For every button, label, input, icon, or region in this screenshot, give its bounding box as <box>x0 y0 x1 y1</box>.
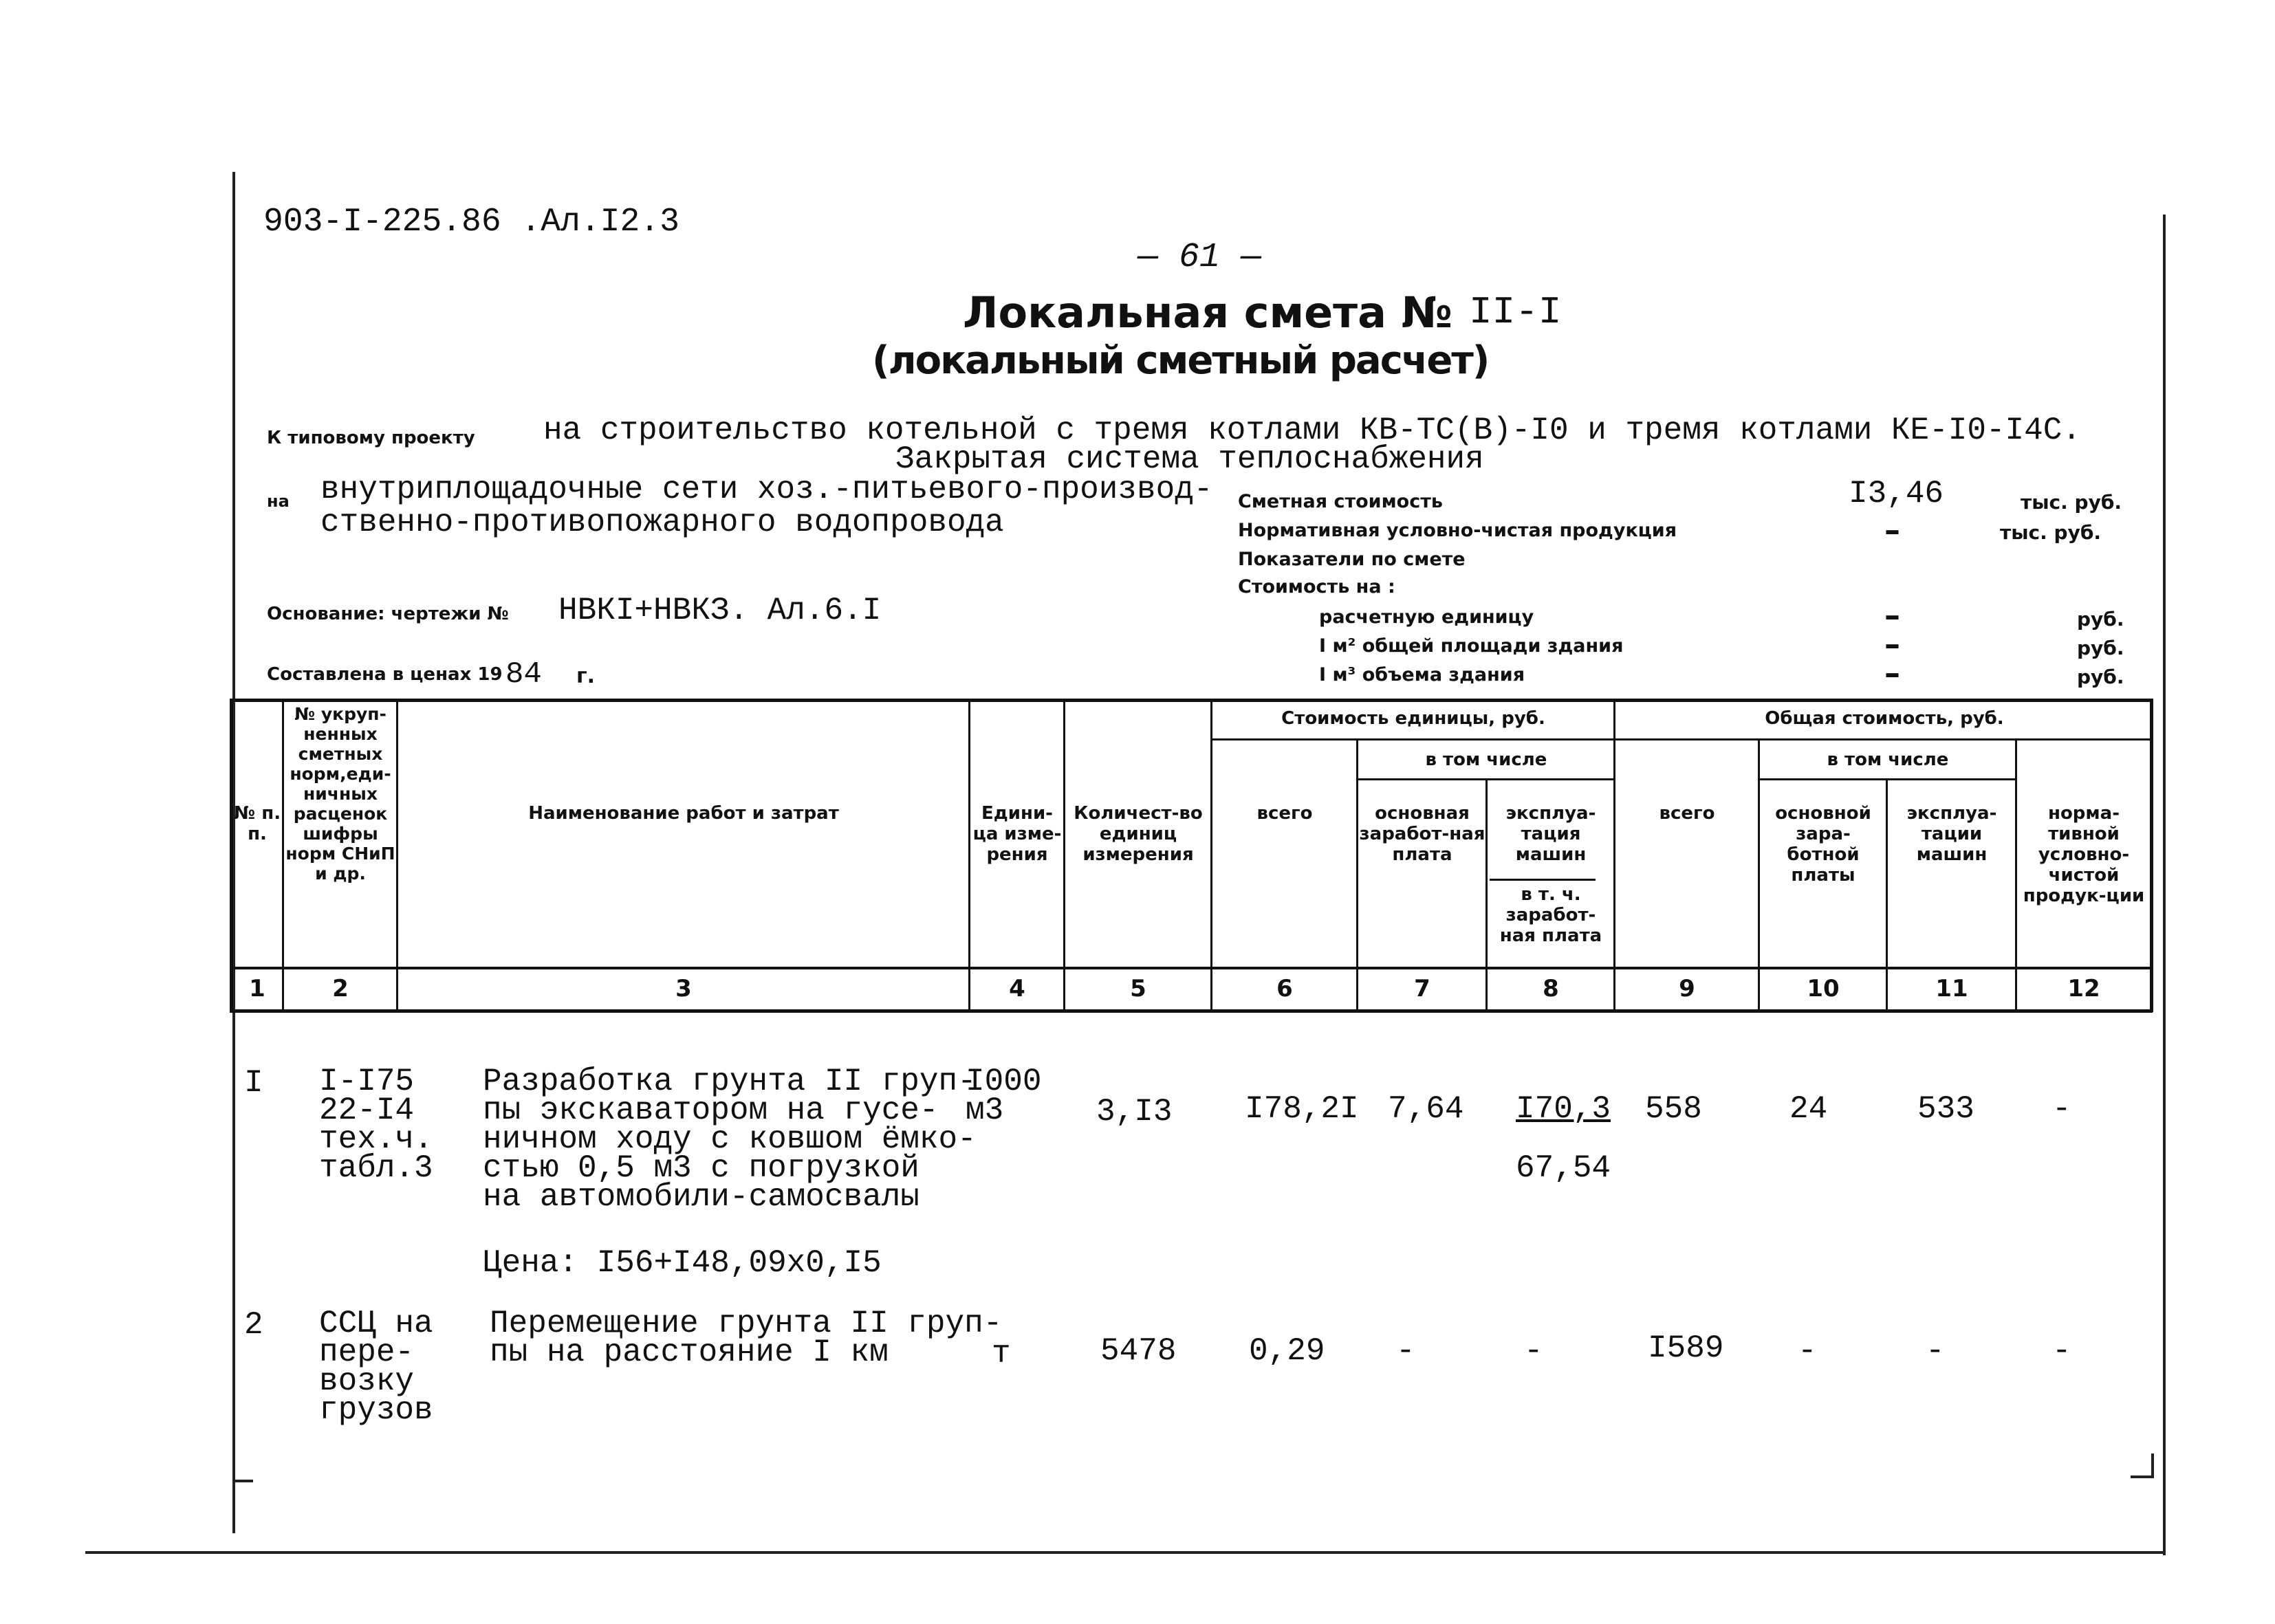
header-col11: эксплуа-тации машин <box>1906 803 1997 865</box>
column-number: 8 <box>1543 975 1559 1002</box>
estimated-cost-value: I3,46 <box>1849 476 1944 512</box>
table-vline <box>1758 740 1760 1012</box>
column-number: 9 <box>1679 975 1695 1002</box>
per-unit-label: расчетную единицу <box>1319 606 1534 628</box>
row-price-note: Цена: I56+I48,09x0,I5 <box>483 1245 882 1281</box>
work-object-description: внутриплощадочные сети хоз.-питьевого-производ-ственно-противопожарного водопровода <box>320 472 1213 540</box>
header-col8-bottom: в т. ч. заработ-ная плата <box>1499 884 1602 946</box>
estimated-cost-unit: тыс. руб. <box>2021 491 2122 514</box>
document-code: 903-I-225.86 .Ал.I2.3 <box>263 204 679 241</box>
table-vline <box>1613 699 1615 1012</box>
header-col12: норма-тивной условно-чистой продук-ции <box>2023 803 2145 906</box>
corner-mark-right-h <box>2131 1475 2154 1478</box>
per-area-value: – <box>1884 626 1900 663</box>
row-total: I589 <box>1648 1330 1724 1366</box>
page-title: Локальная смета № <box>963 287 1453 338</box>
row-norm-code: I-I75 22-I4 тех.ч. табл.3 <box>319 1064 433 1186</box>
col8-underline <box>1490 879 1596 881</box>
price-year-suffix: г. <box>576 664 596 688</box>
column-number: 5 <box>1130 975 1146 1002</box>
table-vline <box>230 699 233 1012</box>
header-col9: всего <box>1659 803 1715 824</box>
column-number: 10 <box>1807 975 1840 1002</box>
header-col4: Едини-ца изме-рения <box>972 803 1062 865</box>
table-vline <box>396 699 398 1012</box>
row-total-wage: - <box>1798 1333 1817 1369</box>
corner-mark-left <box>232 1458 235 1482</box>
row-unit-machine: I70,3 <box>1516 1091 1611 1127</box>
table-vline <box>1356 740 1358 1012</box>
table-vline <box>968 699 970 1012</box>
header-col3: Наименование работ и затрат <box>528 803 839 824</box>
page-subtitle: (локальный сметный расчет) <box>872 338 1489 383</box>
header-total-cost-group: Общая стоимость, руб. <box>1765 708 2004 729</box>
row-number: 2 <box>244 1307 263 1343</box>
header-col2: № укруп-ненных сметных норм,еди-ничных расценок шифры норм СНиП и др. <box>285 704 395 884</box>
row-quantity: 5478 <box>1100 1333 1177 1369</box>
row-total-normative: - <box>2052 1091 2071 1127</box>
column-number: 11 <box>1935 975 1968 1002</box>
row-total-machine: 533 <box>1917 1091 1974 1127</box>
row-total-normative: - <box>2052 1333 2071 1369</box>
normative-product-unit: тыс. руб. <box>2000 521 2102 544</box>
table-vline <box>1210 699 1212 1012</box>
header-col5: Количест-во единиц измерения <box>1074 803 1203 865</box>
row-unit: т <box>992 1336 1011 1372</box>
per-area-unit: руб. <box>2077 637 2124 659</box>
frame-right-border <box>2163 215 2166 1555</box>
per-unit-unit: руб. <box>2077 608 2124 630</box>
compiled-label: Составлена в ценах 19 <box>267 664 503 685</box>
row-total-machine: - <box>1926 1333 1945 1369</box>
row-work-name: Разработка грунта II груп- пы экскаватором на гусе- ничном ходу с ковшом ёмко- стью 0,5 м3 с погрузкой на автомобили-самосвалы <box>483 1064 977 1215</box>
table-vline <box>1485 780 1488 1012</box>
row-unit-wage: 7,64 <box>1388 1091 1464 1127</box>
column-number: 7 <box>1414 975 1430 1002</box>
to-project-label: К типовому проекту <box>267 428 475 448</box>
for-label: на <box>267 492 290 511</box>
project-description: на строительство котельной с тремя котлами КВ-ТС(В)-I0 и тремя котлами КЕ-I0-I4С. <box>543 413 2081 448</box>
table-group-divider <box>1210 738 2153 740</box>
row-number: I <box>244 1065 263 1101</box>
frame-bottom-border <box>85 1551 2166 1554</box>
basis-drawings: НВКI+НВКЗ. Ал.6.I <box>558 593 882 628</box>
table-vline <box>2150 699 2153 1012</box>
row-unit-total: 0,29 <box>1249 1333 1325 1369</box>
header-col1: № п. п. <box>233 803 281 844</box>
row-norm-code: ССЦ на пере- возку грузов <box>319 1306 433 1428</box>
price-year: 84 <box>505 657 542 692</box>
estimated-cost-label: Сметная стоимость <box>1238 491 1443 512</box>
column-number: 6 <box>1276 975 1293 1002</box>
row-total: 558 <box>1645 1091 1702 1127</box>
estimate-number: II-I <box>1469 290 1562 334</box>
header-unit-cost-group: Стоимость единицы, руб. <box>1281 708 1545 729</box>
normative-product-label: Нормативная условно-чистая продукция <box>1238 520 1677 541</box>
header-col10: основной зара-ботной платы <box>1775 803 1871 886</box>
project-description-line2: Закрытая система теплоснабжения <box>895 441 1484 477</box>
page-number: — 61 — <box>1138 238 1262 277</box>
per-area-label: I м² общей площади здания <box>1319 635 1624 657</box>
row-unit-wage: - <box>1396 1333 1415 1369</box>
table-vline <box>1886 780 1888 1012</box>
row-unit: I000 м3 <box>966 1064 1042 1128</box>
table-vline <box>2015 740 2017 1012</box>
table-border-top <box>230 699 2153 702</box>
per-volume-unit: руб. <box>2077 666 2124 688</box>
per-unit-value: – <box>1884 597 1900 634</box>
table-vline <box>282 699 284 1012</box>
header-col8-top: эксплуа-тация машин <box>1505 803 1596 865</box>
table-header-bottom <box>230 967 2153 969</box>
indicators-label: Показатели по смете <box>1238 549 1466 570</box>
normative-product-value: – <box>1884 512 1900 549</box>
row-quantity: 3,I3 <box>1096 1094 1173 1130</box>
header-col7: основная заработ-ная плата <box>1359 803 1485 865</box>
column-number: 2 <box>332 975 349 1002</box>
table-vline <box>1063 699 1065 1012</box>
column-number: 3 <box>675 975 692 1002</box>
row-total-wage: 24 <box>1789 1091 1828 1127</box>
cost-per-label: Стоимость на : <box>1238 576 1395 597</box>
column-number: 1 <box>249 975 265 1002</box>
header-col6: всего <box>1256 803 1313 824</box>
row-unit-total: I78,2I <box>1245 1091 1359 1127</box>
row-unit-machine-wage: 67,54 <box>1516 1150 1611 1186</box>
row-work-name: Перемещение грунта II груп- пы на расстояние I км <box>490 1306 1003 1370</box>
basis-label: Основание: чертежи № <box>267 604 509 624</box>
column-number: 12 <box>2067 975 2100 1002</box>
corner-mark-right <box>2151 1453 2154 1478</box>
header-including-total: в том числе <box>1827 749 1949 770</box>
per-volume-label: I м³ объема здания <box>1319 664 1525 685</box>
table-colnums-bottom <box>230 1009 2153 1013</box>
column-number: 4 <box>1009 975 1025 1002</box>
row-unit-machine: - <box>1524 1333 1543 1369</box>
table-subgroup-divider-left <box>1356 778 1613 780</box>
per-volume-value: – <box>1884 655 1900 692</box>
corner-mark-left-h <box>232 1480 253 1482</box>
header-including-unit: в том числе <box>1425 749 1547 770</box>
